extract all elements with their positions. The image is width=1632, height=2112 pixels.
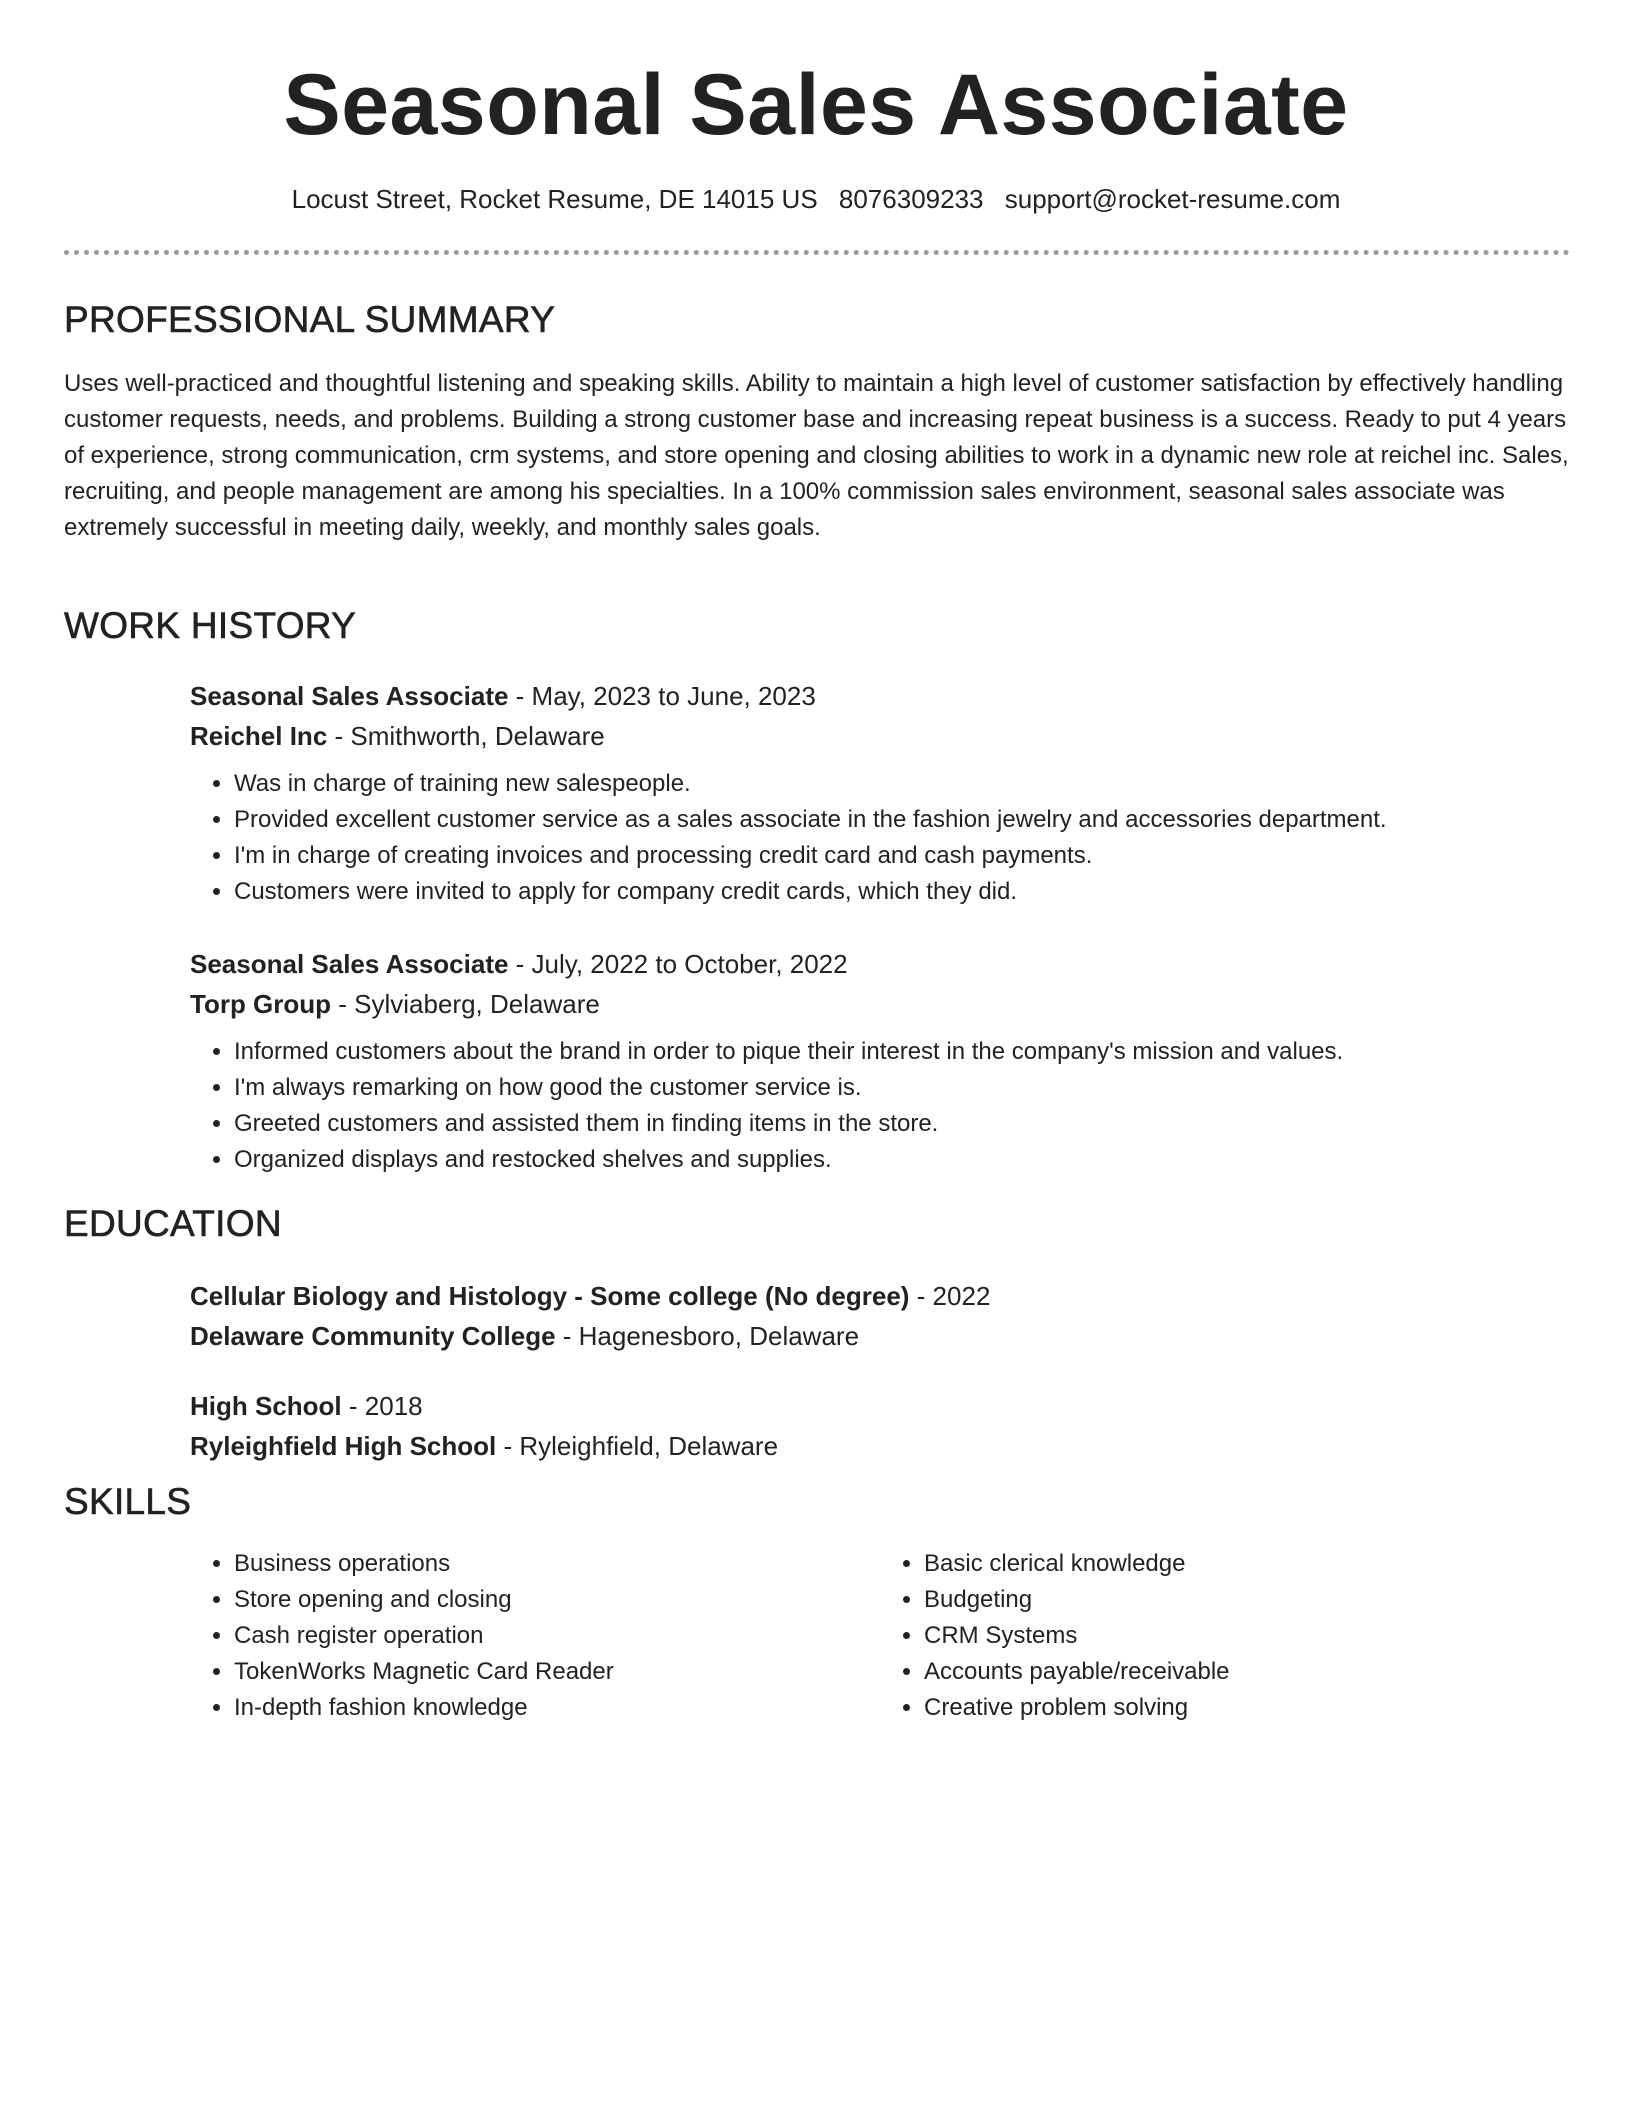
contact-address: Locust Street, Rocket Resume, DE 14015 US (291, 184, 818, 214)
skills-list-left (190, 1546, 880, 1726)
skill-item: • CRM Systems (924, 1618, 1570, 1654)
education-entry (190, 1276, 1570, 1356)
summary-section (64, 296, 1570, 546)
skill-item: • In-depth fashion knowledge (234, 1690, 880, 1726)
skill-item: • Accounts payable/receivable (924, 1654, 1570, 1690)
school-location: - Ryleighfield, Delaware (496, 1431, 779, 1461)
job-duties-list (190, 1034, 1570, 1178)
skill-item: • Creative problem solving (924, 1690, 1570, 1726)
skills-grid (190, 1546, 1570, 1726)
job-dates: - May, 2023 to June, 2023 (508, 681, 816, 711)
job-dates: - July, 2022 to October, 2022 (508, 949, 848, 979)
job-duty: • Organized displays and restocked shelves and supplies. (234, 1142, 1570, 1178)
job-entry (190, 944, 1570, 1178)
job-duty: • I'm in charge of creating invoices and processing credit card and cash payments. (234, 838, 1570, 874)
job-role: Seasonal Sales Associate (190, 949, 509, 979)
summary-heading: PROFESSIONAL SUMMARY (64, 299, 556, 340)
school-location: - Hagenesboro, Delaware (555, 1321, 860, 1351)
skills-list-right (880, 1546, 1570, 1726)
job-duty: • Was in charge of training new salespeople. (234, 766, 1570, 802)
job-role: Seasonal Sales Associate (190, 681, 509, 711)
contact-phone: 8076309233 (838, 184, 984, 214)
job-company: Torp Group (190, 989, 332, 1019)
job-location: - Sylviaberg, Delaware (331, 989, 600, 1019)
skill-item: • Cash register operation (234, 1618, 880, 1654)
degree: Cellular Biology and Histology - Some college (No degree) (190, 1281, 910, 1311)
work-history-section (64, 602, 1570, 1178)
job-title-line (190, 676, 1570, 716)
degree: High School (190, 1391, 342, 1421)
job-duty: • Greeted customers and assisted them in finding items in the store. (234, 1106, 1570, 1142)
job-duty: • Informed customers about the brand in order to pique their interest in the company's mission and values. (234, 1034, 1570, 1070)
school-line (190, 1426, 1570, 1466)
resume-name: Seasonal Sales Associate (283, 57, 1349, 153)
degree-year: - 2022 (909, 1281, 991, 1311)
school-name: Ryleighfield High School (190, 1431, 497, 1461)
education-heading: EDUCATION (64, 1203, 282, 1244)
skill-item: • Store opening and closing (234, 1582, 880, 1618)
job-company-line (190, 716, 1570, 756)
contact-line (0, 182, 1632, 216)
job-duties-list (190, 766, 1570, 910)
summary-text: Uses well-practiced and thoughtful listening and speaking skills. Ability to maintain a high level of customer satisfaction by effectively handling customer requests, needs, and problems. Building a strong customer base and increasing repeat business is a success. Ready to put 4 years of experience, strong communication, crm systems, and store opening and closing abilities to work in a dynamic new role at reichel inc. Sales, recruiting, and people management are among his specialties. In a 100% commission sales environment, seasonal sales associate was extremely successful in meeting daily, weekly, and monthly sales goals. (64, 370, 1569, 541)
school-name: Delaware Community College (190, 1321, 556, 1351)
school-line (190, 1316, 1570, 1356)
skills-section (64, 1478, 1570, 1726)
skill-item: • Business operations (234, 1546, 880, 1582)
degree-line (190, 1276, 1570, 1316)
job-duty: • I'm always remarking on how good the customer service is. (234, 1070, 1570, 1106)
job-entry (190, 676, 1570, 910)
job-duty: • Customers were invited to apply for company credit cards, which they did. (234, 874, 1570, 910)
skill-item: • TokenWorks Magnetic Card Reader (234, 1654, 880, 1690)
contact-email: support@rocket-resume.com (1004, 184, 1341, 214)
skills-heading: SKILLS (64, 1481, 192, 1522)
job-location: - Smithworth, Delaware (327, 721, 605, 751)
job-company: Reichel Inc (190, 721, 328, 751)
skill-item: • Budgeting (924, 1582, 1570, 1618)
skill-item: • Basic clerical knowledge (924, 1546, 1570, 1582)
work-history-heading: WORK HISTORY (64, 605, 357, 646)
education-section (64, 1200, 1570, 1466)
job-title-line (190, 944, 1570, 984)
degree-line (190, 1386, 1570, 1426)
education-entry (190, 1386, 1570, 1466)
job-company-line (190, 984, 1570, 1024)
degree-year: - 2018 (341, 1391, 423, 1421)
job-duty: • Provided excellent customer service as a sales associate in the fashion jewelry and accessories department. (234, 802, 1570, 838)
header-divider (64, 250, 1570, 255)
